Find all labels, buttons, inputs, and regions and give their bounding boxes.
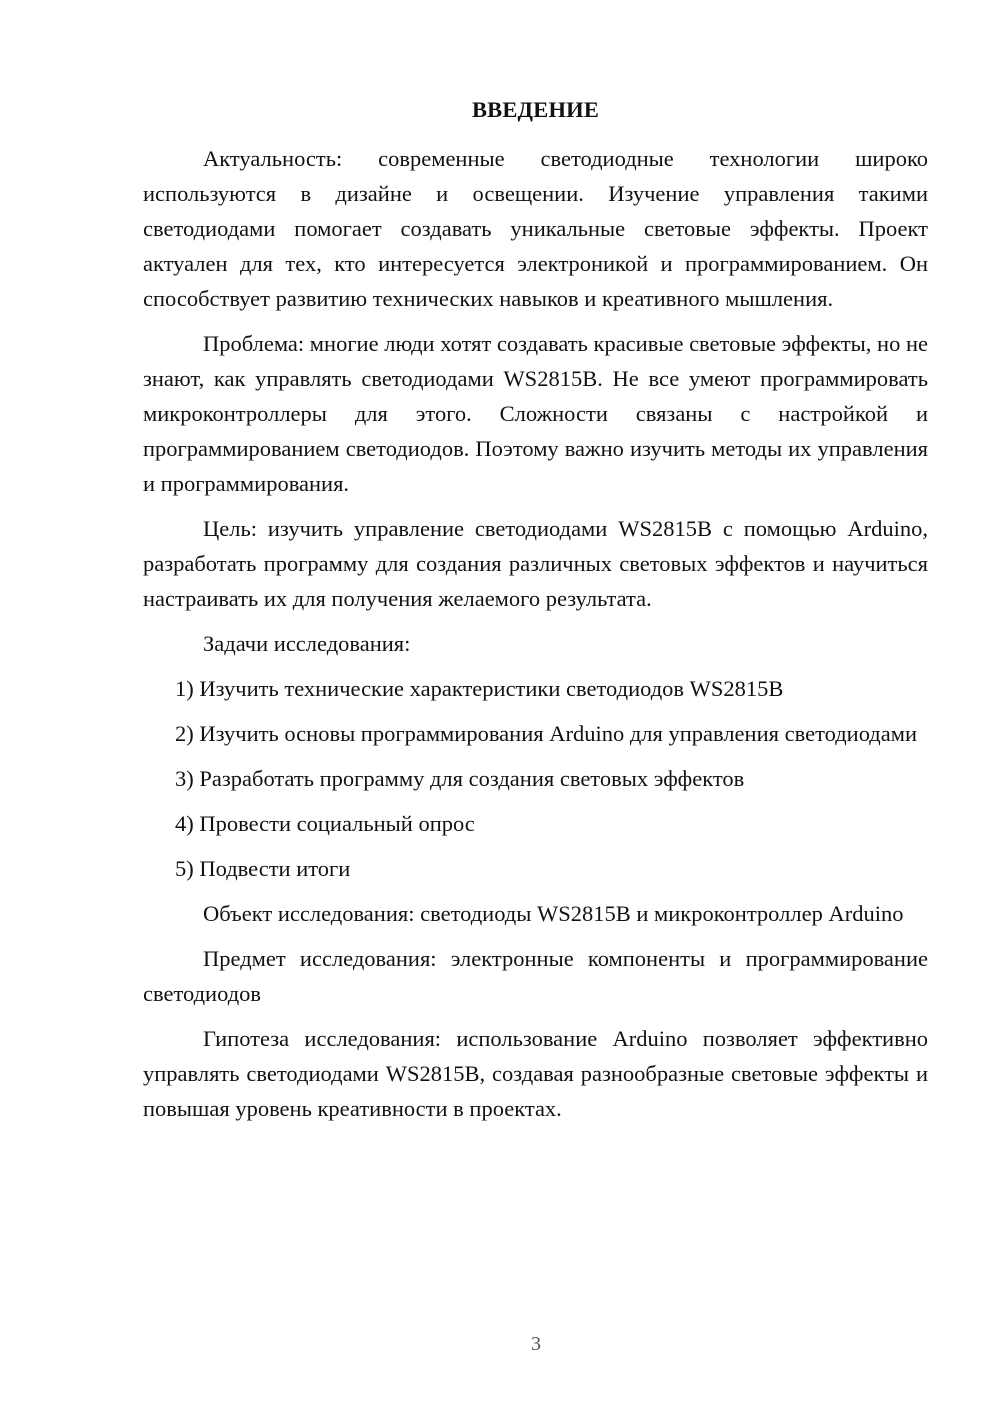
task-item-3: 3) Разработать программу для создания световых эффектов: [175, 766, 745, 791]
section-title: ВВЕДЕНИЕ: [471, 97, 600, 122]
paragraph-hypothesis: Гипотеза исследования: использование Arduino позволяет эффективно управлять светодиодами WS2815B, создавая разнообразные световые эффекты и повышая уровень креативности в проектах.: [143, 1026, 928, 1121]
paragraph-subject: Предмет исследования: электронные компоненты и программирование светодиодов: [143, 946, 928, 1006]
paragraph-tasks-heading: Задачи исследования:: [203, 631, 411, 656]
paragraph-problem: Проблема: многие люди хотят создавать красивые световые эффекты, но не знают, как управлять светодиодами WS2815B. Не все умеют программировать микроконтроллеры для этого. Сложности связаны с настройкой и программированием светодиодов. Поэтому важно изучить методы их управления и программирования.: [143, 331, 928, 496]
page-number: 3: [531, 1333, 541, 1355]
task-item-1: 1) Изучить технические характеристики светодиодов WS2815B: [175, 676, 784, 701]
document-page: [143, 92, 928, 1136]
task-item-5: 5) Подвести итоги: [175, 856, 351, 881]
paragraph-object: Объект исследования: светодиоды WS2815B и микроконтроллер Arduino: [203, 901, 904, 926]
paragraph-goal: Цель: изучить управление светодиодами WS2815B с помощью Arduino, разработать программу для создания различных световых эффектов и научиться настраивать их для получения желаемого результата.: [143, 516, 928, 611]
paragraph-relevance: Актуальность: современные светодиодные технологии широко используются в дизайне и освещении. Изучение управления такими светодиодами помогает создавать уникальные световые эффекты. Проект актуален для тех, кто интересуется электроникой и программированием. Он способствует развитию технических навыков и креативного мышления.: [143, 146, 928, 311]
task-item-4: 4) Провести социальный опрос: [175, 811, 475, 836]
task-item-2: 2) Изучить основы программирования Arduino для управления светодиодами: [175, 721, 918, 746]
